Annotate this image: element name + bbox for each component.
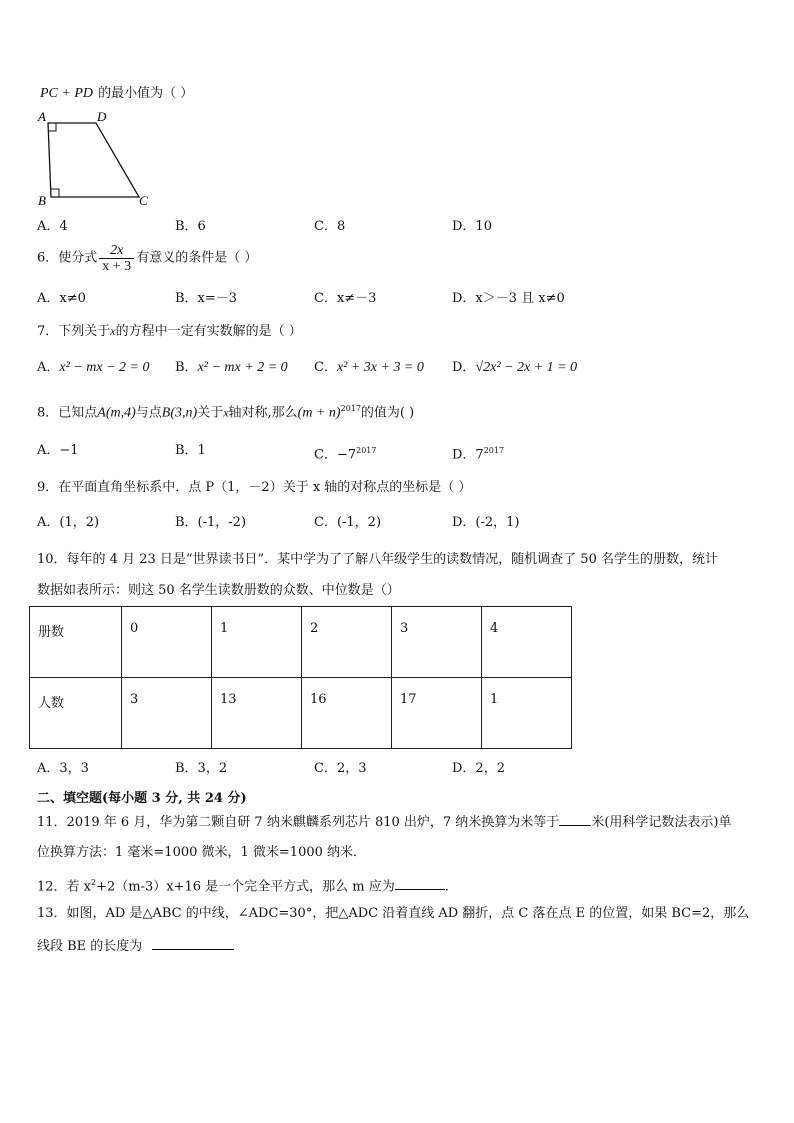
q7-eq-a: x² − mx − 2 = 0 xyxy=(59,360,150,375)
q8-expr: (m + n) xyxy=(297,405,341,421)
section-title-fill-in: 二、填空题(每小题 3 分, 共 24 分) xyxy=(37,791,247,806)
q5-option-b[interactable]: B．6 xyxy=(175,219,206,234)
q7-var: x xyxy=(110,324,116,338)
q6-suffix: 有意义的条件是（ ） xyxy=(136,250,258,266)
q5-expr: PC + PD xyxy=(40,86,93,101)
q7-suffix: 的方程中一定有实数解的是（ ） xyxy=(115,324,302,339)
q8-suffix: 的值为( ) xyxy=(360,405,415,421)
q5-stem-text: 的最小值为（ ） xyxy=(98,86,194,101)
q11-answer-blank[interactable] xyxy=(559,813,591,826)
q9-stem: 9．在平面直角坐标系中．点 P（1，－2）关于 x 轴的对称点的坐标是（ ） xyxy=(37,480,472,495)
q10-data-table xyxy=(29,606,572,749)
q7-option-b[interactable] xyxy=(175,359,288,377)
q12-suffix: . xyxy=(444,879,449,895)
q11-line2: 位换算方法：1 毫米=1000 微米，1 微米=1000 纳米． xyxy=(37,845,367,860)
q7-option-a[interactable] xyxy=(37,359,149,377)
q8-exp: 2017 xyxy=(340,404,361,413)
q10-option-a[interactable]: A．3，3 xyxy=(37,761,89,776)
q5-option-d[interactable]: D．10 xyxy=(452,219,492,234)
q6-prefix: 6．使分式 xyxy=(37,250,98,266)
q7-stem xyxy=(37,322,302,341)
table-cell: 13 xyxy=(212,678,302,749)
table-cell: 2 xyxy=(302,607,392,678)
q7-option-d[interactable] xyxy=(452,359,577,377)
q8-mid3: 轴对称,那么 xyxy=(228,405,298,421)
q12-mid: +2（m-3）x+16 是一个完全平方式，那么 m 应为 xyxy=(96,879,395,895)
q8-point-a: A(m,4) xyxy=(97,405,136,421)
table-cell: 3 xyxy=(392,607,482,678)
q8-mid2: 关于 xyxy=(197,405,224,421)
table-cell: 16 xyxy=(302,678,392,749)
q9-option-a[interactable]: A．(1，2) xyxy=(37,515,100,530)
table-cell: 0 xyxy=(122,607,212,678)
q9-option-b[interactable]: B．(-1，-2) xyxy=(175,515,247,530)
q11-line1 xyxy=(37,813,731,832)
q9-option-d[interactable]: D．(-2，1) xyxy=(452,515,520,530)
q7-prefix: 7．下列关于 xyxy=(37,324,111,339)
q10-line2: 数据如表所示：则这 50 名学生读数册数的众数、中位数是（） xyxy=(37,583,400,598)
q7-eq-d: √2x² − 2x + 1 = 0 xyxy=(475,360,578,375)
q7-letter-b: B． xyxy=(175,360,198,375)
q6-option-c[interactable]: C．x≠－3 xyxy=(314,291,377,306)
q8-mid1: 与点 xyxy=(135,405,162,421)
q8-option-b[interactable] xyxy=(175,442,206,460)
vertex-label-c: C xyxy=(139,193,148,208)
q10-option-c[interactable]: C．2，3 xyxy=(314,761,367,776)
right-angle-mark-a xyxy=(48,123,56,131)
q8-opt-c-exp: 2017 xyxy=(356,446,377,455)
q8-option-a[interactable] xyxy=(37,442,79,460)
q6-fraction xyxy=(99,243,134,274)
q12-stem xyxy=(37,874,449,896)
q5-trapezoid-figure xyxy=(30,105,160,210)
table-cell: 4 xyxy=(482,607,572,678)
q8-opt-a-text: A．−1 xyxy=(37,443,79,458)
table-cell: 1 xyxy=(482,678,572,749)
q7-letter-d: D． xyxy=(452,360,476,375)
table-cell: 17 xyxy=(392,678,482,749)
vertex-label-d: D xyxy=(97,109,107,124)
q13-line1: 13．如图，AD 是△ABC 的中线，∠ADC=30°，把△ADC 沿着直线 AD 翻折，点 C 落在点 E 的位置，如果 BC=2，那么 xyxy=(37,906,750,921)
q10-option-d[interactable]: D．2，2 xyxy=(452,761,505,776)
q6-option-a[interactable]: A．x≠0 xyxy=(37,291,86,306)
q8-opt-d-exp: 2017 xyxy=(483,446,505,455)
table-row xyxy=(30,607,572,678)
q6-stem xyxy=(37,243,257,274)
q7-letter-c: C． xyxy=(314,360,337,375)
q6-option-d[interactable]: D．x＞－3 且 x≠0 xyxy=(452,291,565,306)
q8-opt-c-text: C．−7 xyxy=(314,447,357,463)
q5-stem xyxy=(40,82,193,103)
vertex-label-b: B xyxy=(38,193,46,208)
q8-option-d[interactable] xyxy=(452,442,504,464)
q6-option-b[interactable]: B．x=－3 xyxy=(175,291,238,306)
q6-numerator: 2x xyxy=(99,243,134,259)
q12-prefix: 12．若 x xyxy=(37,879,92,895)
vertex-label-a: A xyxy=(38,109,46,124)
q10-line1: 10．每年的 4 月 23 日是“世界读书日”．某中学为了了解八年级学生的读数情况，随机调查了 50 名学生的册数，统计 xyxy=(37,552,718,567)
right-angle-mark-b xyxy=(51,189,59,197)
trapezoid-outline xyxy=(48,123,139,197)
table-cell: 1 xyxy=(212,607,302,678)
q7-letter-a: A． xyxy=(37,360,60,375)
q7-eq-c: x² + 3x + 3 = 0 xyxy=(336,360,424,375)
q9-option-c[interactable]: C．(-1，2) xyxy=(314,515,382,530)
q13-text: 线段 BE 的长度为 xyxy=(37,939,143,954)
q11-text-b: 米(用科学记数法表示)单 xyxy=(591,815,732,830)
q11-text-a: 11．2019 年 6 月，华为第二颗自研 7 纳米麒麟系列芯片 810 出炉，7 纳米换算为米等于 xyxy=(37,815,560,830)
q8-opt-d-text: D．7 xyxy=(452,447,484,463)
q8-axis: x xyxy=(223,405,229,420)
q12-answer-blank[interactable] xyxy=(395,877,445,890)
q7-option-c[interactable] xyxy=(314,359,424,377)
q13-answer-blank[interactable] xyxy=(152,937,234,950)
q10-option-b[interactable]: B．3，2 xyxy=(175,761,228,776)
q12-exp: 2 xyxy=(91,878,97,887)
q6-denominator: x + 3 xyxy=(102,259,132,274)
q8-option-c[interactable] xyxy=(314,442,376,464)
q5-option-c[interactable]: C．8 xyxy=(314,219,346,234)
q8-stem xyxy=(37,400,414,422)
table-cell: 3 xyxy=(122,678,212,749)
q5-option-a[interactable]: A．4 xyxy=(37,219,68,234)
table-cell: 人数 xyxy=(30,678,122,749)
q8-point-b: B(3,n) xyxy=(161,405,198,421)
q8-prefix: 8．已知点 xyxy=(37,405,98,421)
q8-opt-b-text: B．1 xyxy=(175,443,206,458)
q7-eq-b: x² − mx + 2 = 0 xyxy=(197,360,288,375)
table-cell: 册数 xyxy=(30,607,122,678)
table-row xyxy=(30,678,572,749)
q13-line2 xyxy=(37,937,234,956)
